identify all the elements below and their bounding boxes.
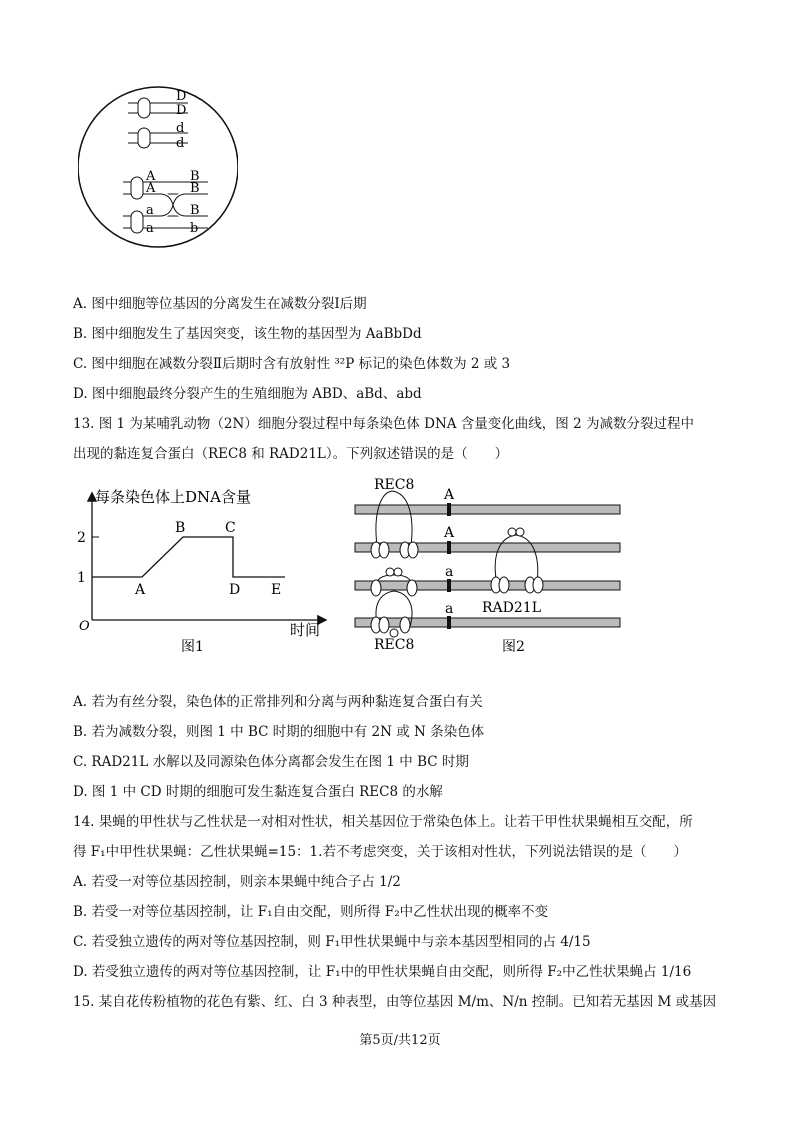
label-d1: d xyxy=(176,121,185,136)
q13-option-d: D. 图 1 中 CD 时期的细胞可发生黏连复合蛋白 REC8 的水解 xyxy=(73,784,443,800)
q14-stem-2: 得 F₁中甲性状果蝇：乙性状果蝇=15：1.若不考虑突变，关于该相对性状，下列说法错误的是（ ） xyxy=(73,844,687,860)
label-A2: A xyxy=(146,181,156,196)
q13-option-b: B. 若为减数分裂，则图 1 中 BC 时期的细胞中有 2N 或 N 条染色体 xyxy=(73,724,485,740)
label-B1: B xyxy=(190,169,200,184)
label-b: b xyxy=(190,221,199,236)
figure-1-chart xyxy=(75,480,335,660)
ytick-2: 2 xyxy=(77,530,86,546)
allele-A1: A xyxy=(444,487,455,503)
q14-option-b: B. 若受一对等位基因控制，让 F₁自由交配，则所得 F₂中乙性状出现的概率不变 xyxy=(73,904,549,920)
point-B: B xyxy=(175,520,186,536)
q12-option-b: B. 图中细胞发生了基因突变，该生物的基因型为 AaBbDd xyxy=(73,326,422,342)
allele-a2: a xyxy=(445,601,454,617)
q13-option-c: C. RAD21L 水解以及同源染色体分离都会发生在图 1 中 BC 时期 xyxy=(73,754,469,770)
q12-option-c: C. 图中细胞在减数分裂Ⅱ后期时含有放射性 ³²P 标记的染色体数为 2 或 3 xyxy=(73,356,511,372)
q14-stem-1: 14. 果蝇的甲性状与乙性状是一对相对性状，相关基因位于常染色体上。让若干甲性状果蝇相互交配，所 xyxy=(73,814,693,830)
rec8-bottom-label: REC8 xyxy=(374,637,415,653)
label-B3: B xyxy=(190,203,200,218)
figure-2-caption: 图2 xyxy=(502,639,525,655)
label-D2: D xyxy=(176,103,187,118)
y-axis-label: 每条染色体上DNA含量 xyxy=(95,488,251,506)
q12-option-d: D. 图中细胞最终分裂产生的生殖细胞为 ABD、aBd、abd xyxy=(73,386,422,402)
rec8-top-label: REC8 xyxy=(374,477,415,493)
q14-option-a: A. 若受一对等位基因控制，则亲本果蝇中纯合子占 1/2 xyxy=(73,874,401,890)
rad21l-label: RAD21L xyxy=(482,600,541,616)
label-d2: d xyxy=(176,136,185,151)
q14-option-c: C. 若受独立遗传的两对等位基因控制，则 F₁甲性状果蝇中与亲本基因型相同的占 4/15 xyxy=(73,934,591,950)
q13-stem-2: 出现的黏连复合蛋白（REC8 和 RAD21L）。下列叙述错误的是（ ） xyxy=(73,446,509,462)
origin-label: O xyxy=(79,619,90,634)
page-footer: 第5页/共12页 xyxy=(359,1033,441,1048)
q13-stem-1: 13. 图 1 为某哺乳动物（2N）细胞分裂过程中每条染色体 DNA 含量变化曲线，图 2 为减数分裂过程中 xyxy=(73,416,694,432)
dna-curve xyxy=(92,537,285,577)
figure-2-diagram xyxy=(350,475,630,665)
q12-option-a: A. 图中细胞等位基因的分离发生在减数分裂Ⅰ后期 xyxy=(73,296,367,312)
point-D: D xyxy=(229,582,241,598)
label-A1: A xyxy=(146,169,156,184)
ytick-1: 1 xyxy=(77,570,86,586)
label-B2: B xyxy=(190,181,200,196)
point-C: C xyxy=(225,520,236,536)
q13-option-a: A. 若为有丝分裂，染色体的正常排列和分离与两种黏连复合蛋白有关 xyxy=(73,694,483,710)
cell-outline xyxy=(78,87,238,247)
label-D1: D xyxy=(176,89,187,104)
q14-option-d: D. 若受独立遗传的两对等位基因控制，让 F₁中的甲性状果蝇自由交配，则所得 F₂中乙性状果蝇占 1/16 xyxy=(73,964,692,980)
cell-diagram xyxy=(78,70,238,260)
label-a2: a xyxy=(146,221,154,236)
point-A: A xyxy=(135,582,146,598)
allele-a1: a xyxy=(445,564,454,580)
q15-stem-1: 15. 某自花传粉植物的花色有紫、红、白 3 种表型，由等位基因 M/m、N/n 控制。已知若无基因 M 或基因 xyxy=(73,994,717,1010)
label-a1: a xyxy=(146,203,154,218)
point-E: E xyxy=(271,582,282,598)
figure-1-caption: 图1 xyxy=(181,639,204,655)
allele-A2: A xyxy=(444,525,455,541)
x-axis-label: 时间 xyxy=(290,621,321,639)
